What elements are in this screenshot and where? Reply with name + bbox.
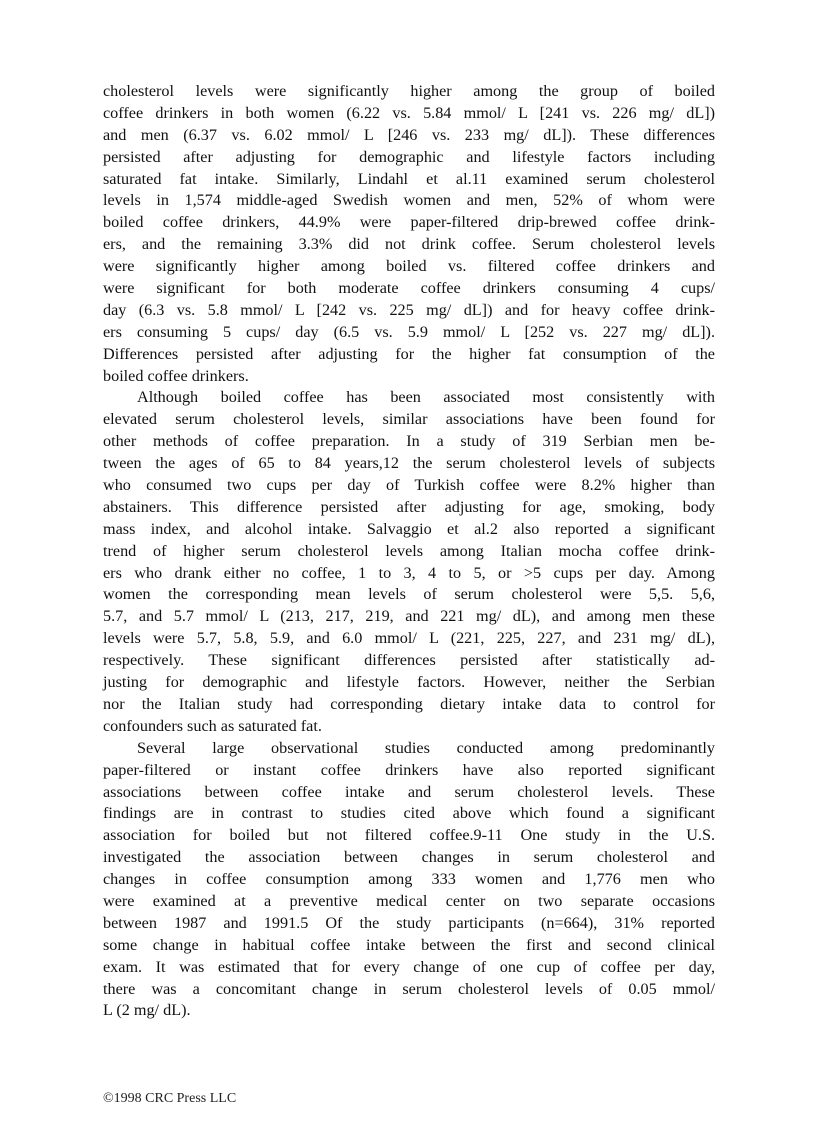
text-line: levels were 5.7, 5.8, 5.9, and 6.0 mmol/ L (221, 225, 227, and 231 mg/ dL),: [103, 629, 715, 648]
text-line: associations between coffee intake and serum cholesterol levels. These: [103, 782, 715, 801]
text-line: between 1987 and 1991.5 Of the study participants (n=664), 31% reported: [103, 913, 715, 932]
text-line: ers, and the remaining 3.3% did not drink coffee. Serum cholesterol levels: [103, 235, 715, 254]
text-line: were significantly higher among boiled vs. filtered coffee drinkers and: [103, 257, 715, 276]
copyright-footer: ©1998 CRC Press LLC: [103, 1091, 237, 1106]
text-line: paper-filtered or instant coffee drinkers have also reported significant: [103, 760, 715, 779]
paragraph-1: [103, 81, 715, 387]
text-line: persisted after adjusting for demographic and lifestyle factors including: [103, 147, 715, 166]
text-line: who consumed two cups per day of Turkish coffee were 8.2% higher than: [103, 476, 715, 495]
text-line: findings are in contrast to studies cited above which found a significant: [103, 804, 715, 823]
text-line: elevated serum cholesterol levels, similar associations have been found for: [103, 410, 715, 429]
document-body: [103, 81, 715, 1022]
text-line: there was a concomitant change in serum cholesterol levels of 0.05 mmol/: [103, 979, 715, 998]
text-line: trend of higher serum cholesterol levels among Italian mocha coffee drink-: [103, 541, 715, 560]
text-line: tween the ages of 65 to 84 years,12 the serum cholesterol levels of subjects: [103, 454, 715, 473]
text-line: other methods of coffee preparation. In a study of 319 Serbian men be-: [103, 432, 715, 451]
text-line: ers who drank either no coffee, 1 to 3, 4 to 5, or >5 cups per day. Among: [103, 563, 715, 582]
text-line: nor the Italian study had corresponding dietary intake data to control for: [103, 694, 715, 713]
text-line: Differences persisted after adjusting for the higher fat consumption of the: [103, 344, 715, 363]
text-line: association for boiled but not filtered coffee.9-11 One study in the U.S.: [103, 826, 715, 845]
text-line: levels in 1,574 middle-aged Swedish women and men, 52% of whom were: [103, 191, 715, 210]
text-line: women the corresponding mean levels of serum cholesterol were 5,5. 5,6,: [103, 585, 715, 604]
text-line: cholesterol levels were significantly higher among the group of boiled: [103, 82, 715, 100]
text-line: some change in habitual coffee intake between the first and second clinical: [103, 935, 715, 954]
text-line: coffee drinkers in both women (6.22 vs. 5.84 mmol/ L [241 vs. 226 mg/ dL]): [103, 103, 715, 122]
text-line: mass index, and alcohol intake. Salvaggio et al.2 also reported a significant: [103, 519, 715, 538]
paragraph-2: [103, 387, 715, 737]
text-line: were significant for both moderate coffee drinkers consuming 4 cups/: [103, 279, 715, 298]
text-line: justing for demographic and lifestyle factors. However, neither the Serbian: [103, 673, 715, 692]
text-line: Although boiled coffee has been associated most consistently with: [137, 388, 715, 407]
text-line: 5.7, and 5.7 mmol/ L (213, 217, 219, and 221 mg/ dL), and among men these: [103, 607, 715, 626]
text-line: L (2 mg/ dL).: [103, 1001, 191, 1020]
text-line: boiled coffee drinkers, 44.9% were paper-filtered drip-brewed coffee drink-: [103, 213, 715, 232]
text-line: and men (6.37 vs. 6.02 mmol/ L [246 vs. 233 mg/ dL]). These differences: [103, 125, 715, 144]
text-line: day (6.3 vs. 5.8 mmol/ L [242 vs. 225 mg/ dL]) and for heavy coffee drink-: [103, 300, 715, 319]
text-line: were examined at a preventive medical center on two separate occasions: [103, 891, 715, 910]
text-line: saturated fat intake. Similarly, Lindahl et al.11 examined serum cholesterol: [103, 169, 715, 188]
text-line: ers consuming 5 cups/ day (6.5 vs. 5.9 mmol/ L [252 vs. 227 mg/ dL]).: [103, 322, 715, 341]
text-line: Several large observational studies conducted among predominantly: [137, 738, 715, 757]
text-line: confounders such as saturated fat.: [103, 716, 322, 735]
text-line: exam. It was estimated that for every change of one cup of coffee per day,: [103, 957, 715, 976]
text-line: boiled coffee drinkers.: [103, 366, 249, 385]
text-line: investigated the association between changes in serum cholesterol and: [103, 848, 715, 867]
text-line: abstainers. This difference persisted after adjusting for age, smoking, body: [103, 497, 715, 516]
text-line: respectively. These significant differences persisted after statistically ad-: [103, 651, 715, 670]
paragraph-3: [103, 738, 715, 1023]
text-line: changes in coffee consumption among 333 women and 1,776 men who: [103, 870, 715, 889]
